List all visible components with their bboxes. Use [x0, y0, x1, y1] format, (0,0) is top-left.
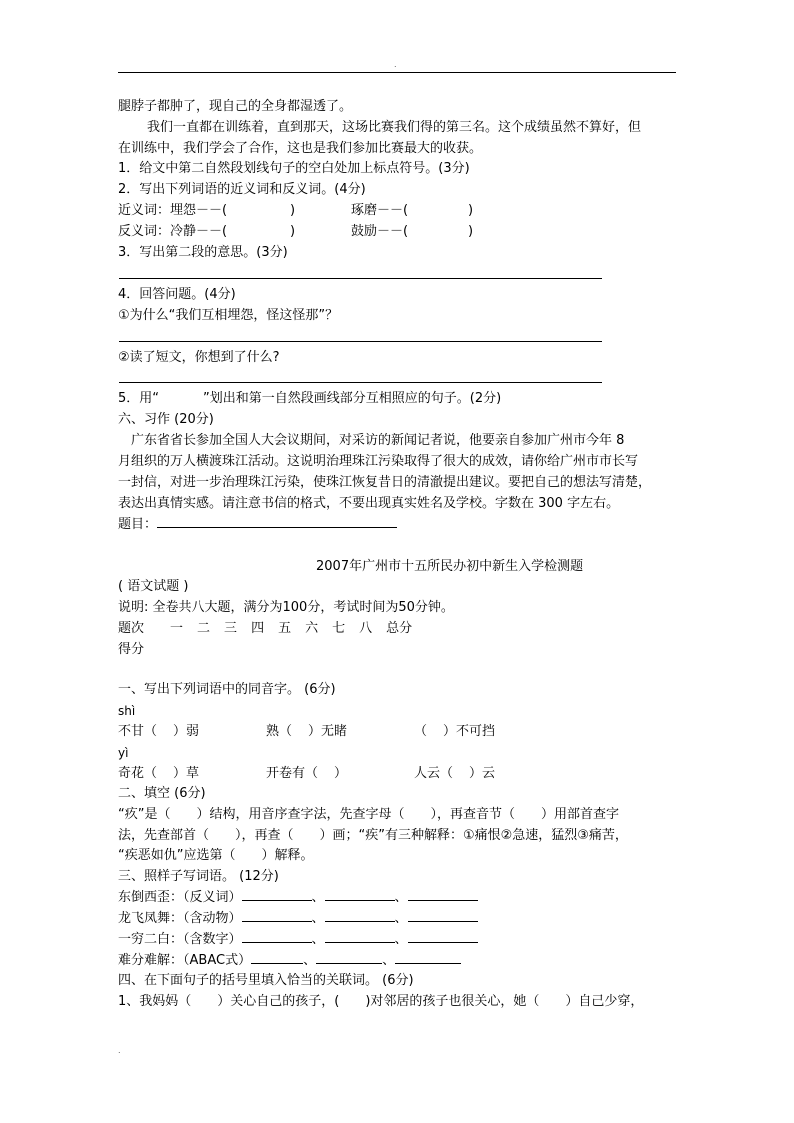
sec3-row-3 [118, 930, 478, 950]
topic-blank[interactable] [157, 515, 397, 528]
sec3-blank[interactable] [325, 930, 395, 943]
writing-para-1: 广东省省长参加全国人大会议期间，对采访的新闻记者说，他要亲自参加广州市今年 8 [131, 433, 625, 448]
header-mark: . [394, 60, 397, 69]
synonym-word-2: 琢磨－－( [351, 203, 409, 218]
score-col-4: 四 [251, 621, 265, 636]
sec1-item-2-b: ）无睹 [308, 724, 348, 739]
sec3-sep: 、 [311, 890, 325, 905]
score-table-row-2: 得分 [118, 642, 145, 657]
passage-line-1: 腿脖子都肿了，现自己的全身都湿透了。 [118, 99, 353, 114]
sec1-item-6-b: ）云 [469, 766, 496, 781]
sec3-row-4 [118, 951, 461, 971]
score-col-6: 六 [305, 621, 319, 636]
sec3-blank[interactable] [242, 930, 312, 943]
sec1-item-5-a: 开卷有（ [266, 766, 319, 781]
sec3-row-1 [118, 888, 478, 908]
sec3-blank[interactable] [242, 909, 312, 922]
section-3-title: 三、照样子写词语。 (12分) [118, 869, 279, 884]
score-col-total: 总分 [386, 621, 413, 636]
sec3-sep: 、 [394, 890, 408, 905]
pinyin-yi: yì [118, 746, 129, 760]
sec3-sep: 、 [394, 932, 408, 947]
answer-line-q4a[interactable] [119, 341, 602, 342]
score-table-row-1 [118, 619, 412, 639]
exam-title: 2007年广州市十五所民办初中新生入学检测题 [316, 559, 584, 574]
answer-line-q3[interactable] [119, 278, 602, 279]
sec3-blank[interactable] [408, 909, 478, 922]
antonym-row [118, 222, 227, 242]
question-4b: ②读了短文，你想到了什么? [118, 350, 280, 365]
sec1-item-5-b: ） [334, 766, 348, 781]
sec3-sep: 、 [311, 911, 325, 926]
question-1: 1．给文中第二自然段划线句子的空白处加上标点符号。(3分) [118, 161, 470, 176]
sec1-item-3 [414, 722, 495, 742]
writing-para-2: 月组织的万人横渡珠江活动。这说明治理珠江污染取得了很大的成效，请你给广州市市长写 [118, 454, 639, 469]
sec1-item-4-a: 奇花（ [118, 766, 158, 781]
sec3-blank[interactable] [325, 888, 395, 901]
section-1-title: 一、写出下列词语中的同音字。 (6分) [118, 682, 336, 697]
score-col-1: 一 [170, 621, 184, 636]
sec1-item-4 [118, 764, 199, 784]
exam-instructions: 说明: 全卷共八大题，满分为100分，考试时间为50分钟。 [118, 600, 454, 615]
sec3-row-4-hint: （ABAC式） [183, 953, 252, 968]
synonym-2-close: ) [468, 203, 474, 218]
section-2-line-1: “疚”是（ ）结构，用音序查字法，先查字母（ ），再查音节（ ）用部首查字 [118, 807, 619, 822]
synonym-row [118, 201, 227, 221]
section-2-line-2: 法，先查部首（ ），再查（ ）画；“疾”有三种解释：①痛恨②急速，猛烈③痛苦， [118, 828, 628, 843]
passage-line-3: 在训练中，我们学会了合作，这也是我们参加比赛最大的收获。 [118, 141, 483, 156]
sec1-item-1 [118, 722, 199, 742]
header-rule [118, 72, 676, 73]
sec3-blank[interactable] [325, 909, 395, 922]
synonym-label: 近义词： [118, 203, 171, 218]
sec1-item-1-b: ）弱 [173, 724, 200, 739]
sec3-blank[interactable] [251, 951, 303, 964]
footer-mark: . [118, 1046, 121, 1055]
score-col-8: 八 [359, 621, 373, 636]
sec3-blank[interactable] [242, 888, 312, 901]
question-5-part-b: ”划出和第一自然段画线部分互相照应的句子。(2分) [203, 391, 502, 406]
question-4a: ①为什么“我们互相埋怨，怪这怪那”？ [118, 308, 339, 323]
sec1-item-4-b: ）草 [173, 766, 200, 781]
synonym-1-close: ) [290, 203, 296, 218]
sec3-blank[interactable] [395, 951, 461, 964]
sec3-sep: 、 [311, 932, 325, 947]
sec3-sep: 、 [394, 911, 408, 926]
section-2-title: 二、填空 (6分) [118, 786, 206, 801]
exam-subtitle: ( 语文试题 ) [118, 579, 189, 594]
sec3-blank[interactable] [316, 951, 382, 964]
sec3-row-4-word: 难分难解： [118, 953, 184, 968]
question-5-part-a: 5．用“ [118, 391, 160, 406]
synonym-word-1: 埋怨－－( [170, 203, 228, 218]
sec1-item-2 [266, 722, 347, 742]
sec1-item-6 [414, 764, 495, 784]
sec3-row-2-hint: （含动物） [183, 911, 242, 926]
topic-row [118, 515, 397, 535]
sec3-blank[interactable] [408, 888, 478, 901]
sec1-item-3-b: ）不可挡 [443, 724, 496, 739]
writing-para-4: 表达出真情实感。请注意书信的格式，不要出现真实姓名及学校。字数在 300 字左右。 [118, 496, 620, 511]
section-4-title: 四、在下面句子的括号里填入恰当的关联词。 (6分) [118, 973, 414, 988]
score-col-3: 三 [224, 621, 238, 636]
topic-label: 题目： [118, 517, 158, 532]
writing-para-3: 一封信，对进一步治理珠江污染，使珠江恢复昔日的清澈提出建议。要把自己的想法写清楚， [118, 475, 652, 490]
sec3-row-2 [118, 909, 478, 929]
sec1-item-2-a: 熟（ [266, 724, 293, 739]
antonym-1-close: ) [290, 224, 296, 239]
sec3-row-2-word: 龙飞凤舞： [118, 911, 184, 926]
score-col-2: 二 [197, 621, 211, 636]
passage-line-2: 我们一直都在训练着，直到那天，这场比赛我们得的第三名。这个成绩虽然不算好，但 [147, 120, 642, 135]
answer-line-q4b[interactable] [119, 382, 602, 383]
section-4-line-1: 1、我妈妈（ ）关心自己的孩子，( )对邻居的孩子也很关心，她（ ）自己少穿， [118, 994, 644, 1009]
sec3-row-3-word: 一穷二白： [118, 932, 184, 947]
sec3-sep: 、 [382, 953, 396, 968]
section-2-line-3: “疾恶如仇”应选第（ ）解释。 [118, 848, 314, 863]
antonym-word-2: 鼓励－－( [351, 224, 409, 239]
sec1-item-1-a: 不甘（ [118, 724, 158, 739]
antonym-label: 反义词： [118, 224, 171, 239]
score-col-5: 五 [278, 621, 292, 636]
antonym-2-close: ) [468, 224, 474, 239]
antonym-word-1: 冷静－－( [170, 224, 228, 239]
question-3: 3．写出第二段的意思。(3分) [118, 245, 288, 260]
sec3-row-1-hint: （反义词） [183, 890, 242, 905]
sec3-sep: 、 [303, 953, 317, 968]
question-4: 4．回答问题。(4分) [118, 287, 236, 302]
question-5 [118, 389, 501, 409]
sec1-item-3-a: （ [414, 724, 428, 739]
pinyin-shi: shì [118, 704, 136, 718]
sec3-blank[interactable] [408, 930, 478, 943]
writing-title: 六、习作 (20分) [118, 412, 214, 427]
question-2: 2．写出下列词语的近义词和反义词。(4分) [118, 182, 366, 197]
sec3-row-3-hint: （含数字） [183, 932, 242, 947]
sec1-item-6-a: 人云（ [414, 766, 454, 781]
sec1-item-5 [266, 764, 347, 784]
score-col-7: 七 [332, 621, 346, 636]
score-row-label: 题次 [118, 621, 145, 636]
sec3-row-1-word: 东倒西歪： [118, 890, 184, 905]
